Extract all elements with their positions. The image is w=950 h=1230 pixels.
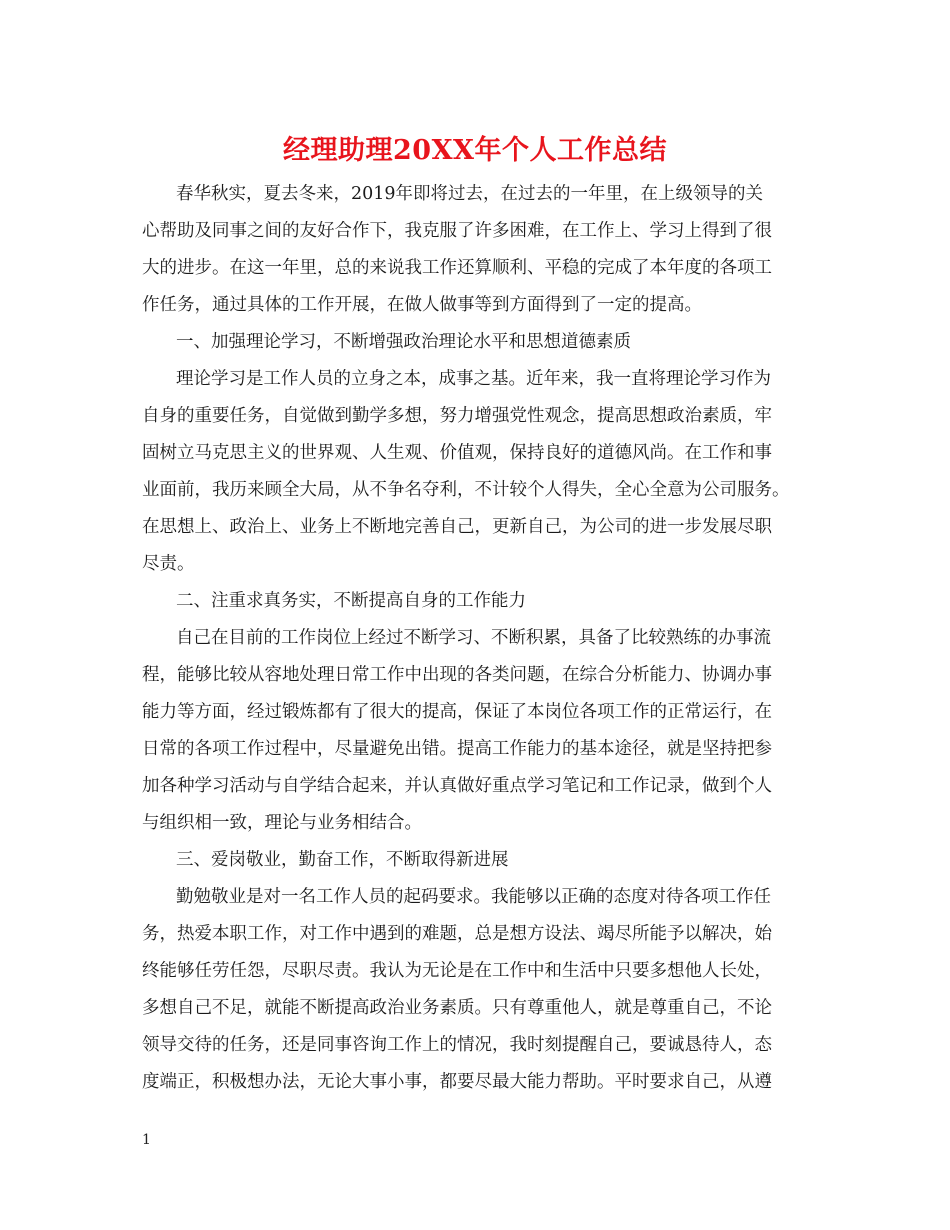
body-line: 自身的重要任务，自觉做到勤学多想，努力增强党性观念，提高思想政治素质，牢 — [142, 406, 772, 426]
body-line: 程，能够比较从容地处理日常工作中出现的各类问题，在综合分析能力、协调办事 — [142, 665, 772, 685]
section-heading: 三、爱岗敬业，勤奋工作，不断取得新进展 — [176, 850, 509, 870]
body-line: 务，热爱本职工作，对工作中遇到的难题，总是想方设法、竭尽所能予以解决，始 — [142, 924, 772, 944]
body-line: 领导交待的任务，还是同事咨询工作上的情况，我时刻提醒自己，要诚恳待人，态 — [142, 1035, 772, 1055]
body-line: 心帮助及同事之间的友好合作下，我克服了许多困难，在工作上、学习上得到了很 — [142, 221, 772, 241]
section-heading: 一、加强理论学习，不断增强政治理论水平和思想道德素质 — [176, 332, 631, 352]
body-line: 勤勉敬业是对一名工作人员的起码要求。我能够以正确的态度对待各项工作任 — [176, 887, 771, 907]
body-line: 自己在目前的工作岗位上经过不断学习、不断积累，具备了比较熟练的办事流 — [176, 628, 771, 648]
section-heading: 二、注重求真务实，不断提高自身的工作能力 — [176, 591, 526, 611]
body-line: 在思想上、政治上、业务上不断地完善自己，更新自己，为公司的进一步发展尽职 — [142, 517, 772, 537]
body-line: 作任务，通过具体的工作开展，在做人做事等到方面得到了一定的提高。 — [142, 295, 702, 315]
body-line: 固树立马克思主义的世界观、人生观、价值观，保持良好的道德风尚。在工作和事 — [142, 443, 772, 463]
body-line: 理论学习是工作人员的立身之本，成事之基。近年来，我一直将理论学习作为 — [176, 369, 771, 389]
page-number: 1 — [142, 1132, 151, 1148]
body-line: 能力等方面，经过锻炼都有了很大的提高，保证了本岗位各项工作的正常运行，在 — [142, 702, 772, 722]
body-line: 业面前，我历来顾全大局，从不争名夺利，不计较个人得失，全心全意为公司服务。 — [142, 480, 790, 500]
body-line: 加各种学习活动与自学结合起来，并认真做好重点学习笔记和工作记录，做到个人 — [142, 776, 772, 796]
body-line: 终能够任劳任怨，尽职尽责。我认为无论是在工作中和生活中只要多想他人长处， — [142, 961, 772, 981]
body-line: 多想自己不足，就能不断提高政治业务素质。只有尊重他人，就是尊重自己，不论 — [142, 998, 772, 1018]
body-line: 大的进步。在这一年里，总的来说我工作还算顺利、平稳的完成了本年度的各项工 — [142, 258, 772, 278]
body-line: 与组织相一致，理论与业务相结合。 — [142, 813, 422, 833]
body-line: 尽责。 — [142, 554, 195, 574]
document-title: 经理助理20XX年个人工作总结 — [283, 135, 667, 166]
body-line: 春华秋实，夏去冬来，2019年即将过去，在过去的一年里，在上级领导的关 — [176, 184, 764, 204]
body-line: 度端正，积极想办法，无论大事小事，都要尽最大能力帮助。平时要求自己，从遵 — [142, 1072, 772, 1092]
body-line: 日常的各项工作过程中，尽量避免出错。提高工作能力的基本途径，就是坚持把参 — [142, 739, 772, 759]
